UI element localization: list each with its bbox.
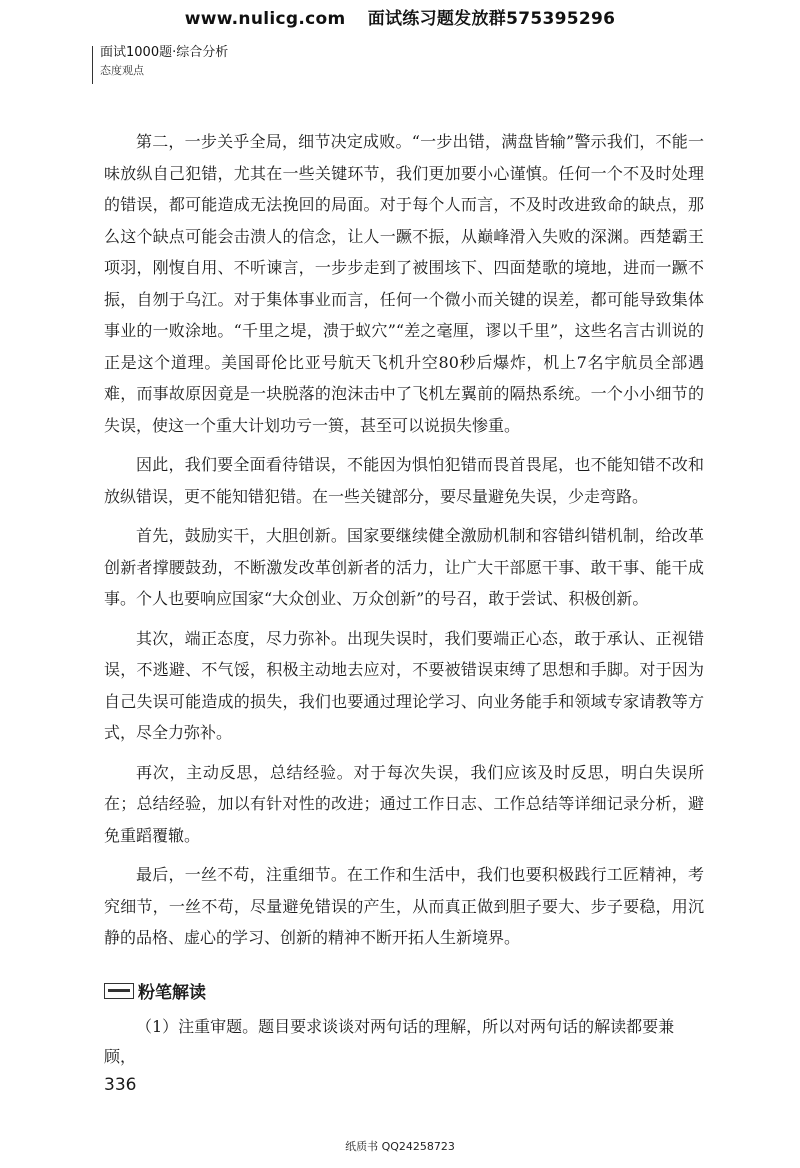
watermark-group: 面试练习题发放群575395296 xyxy=(367,9,616,29)
running-header xyxy=(92,44,228,80)
chapter-title: 态度观点 xyxy=(100,64,144,77)
section-heading-text: 粉笔解读 xyxy=(138,983,206,1003)
paragraph-third: 再次，主动反思，总结经验。对于每次失误，我们应该及时反思，明白失误所在；总结经验，加以有针对性的改进；通过工作日志、工作总结等详细记录分析，避免重蹈覆辙。 xyxy=(104,762,704,845)
watermark-top xyxy=(0,4,800,29)
paragraph-therefore: 因此，我们要全面看待错误，不能因为惧怕犯错而畏首畏尾，也不能知错不改和放纵错误，更不能知错犯错。在一些关键部分，要尽量避免失误，少走弯路。 xyxy=(104,455,704,506)
paragraph-second: 其次，端正态度，尽力弥补。出现失误时，我们要端正心态，敢于承认、正视错误，不逃避、不气馁，积极主动地去应对，不要被错误束缚了思想和手脚。对于因为自己失误可能造成的损失，我们也要通过理论学习、向业务能手和领域专家请教等方式，尽全力弥补。 xyxy=(104,628,704,742)
body-text xyxy=(104,126,704,962)
paragraph-finally: 最后，一丝不苟，注重细节。在工作和生活中，我们也要积极践行工匠精神，考究细节，一丝不苟，尽量避免错误的产生，从而真正做到胆子要大、步子要稳，用沉静的品格、虚心的学习、创新的精神不断开拓人生新境界。 xyxy=(104,865,704,947)
watermark-bottom: 纸质书 QQ24258723 xyxy=(345,1140,455,1153)
header-divider xyxy=(92,46,93,84)
analysis-first-line: （1）注重审题。题目要求谈谈对两句话的理解，所以对两句话的解读都要兼顾， xyxy=(104,1017,675,1066)
section-heading xyxy=(104,978,704,1003)
paragraph-first: 首先，鼓励实干，大胆创新。国家要继续健全激励机制和容错纠错机制，给改革创新者撑腰鼓劲，不断激发改革创新者的活力，让广大干部愿干事、敢干事、能干成事。个人也要响应国家“大众创业、万众创新”的号召，敢于尝试、积极创新。 xyxy=(104,526,704,608)
paragraph-second-point: 第二，一步关乎全局，细节决定成败。“一步出错，满盘皆输”警示我们，不能一味放纵自己犯错，尤其在一些关键环节，我们更加要小心谨慎。任何一个不及时处理的错误，都可能造成无法挽回的局面。对于每个人而言，不及时改进致命的缺点，那么这个缺点可能会击溃人的信念，让人一蹶不振，从巅峰滑入失败的深渊。西楚霸王项羽，刚愎自用、不听谏言，一步步走到了被围垓下、四面楚歌的境地，进而一蹶不振，自刎于乌江。对于集体事业而言，任何一个微小而关键的误差，都可能导致集体事业的一败涂地。“千里之堤，溃于蚁穴”“差之毫厘，谬以千里”，这些名言古训说的正是这个道理。美国哥伦比亚号航天飞机升空80秒后爆炸，机上7名宇航员全部遇难，而事故原因竟是一块脱落的泡沫击中了飞机左翼前的隔热系统。一个小小细节的失误，使这一个重大计划功亏一篑，甚至可以说损失惨重。 xyxy=(104,132,704,435)
book-title: 面试1000题·综合分析 xyxy=(100,45,229,60)
page-number: 336 xyxy=(104,1075,137,1095)
section-tag-icon xyxy=(104,983,134,999)
watermark-site: www.nulicg.com xyxy=(184,9,346,29)
